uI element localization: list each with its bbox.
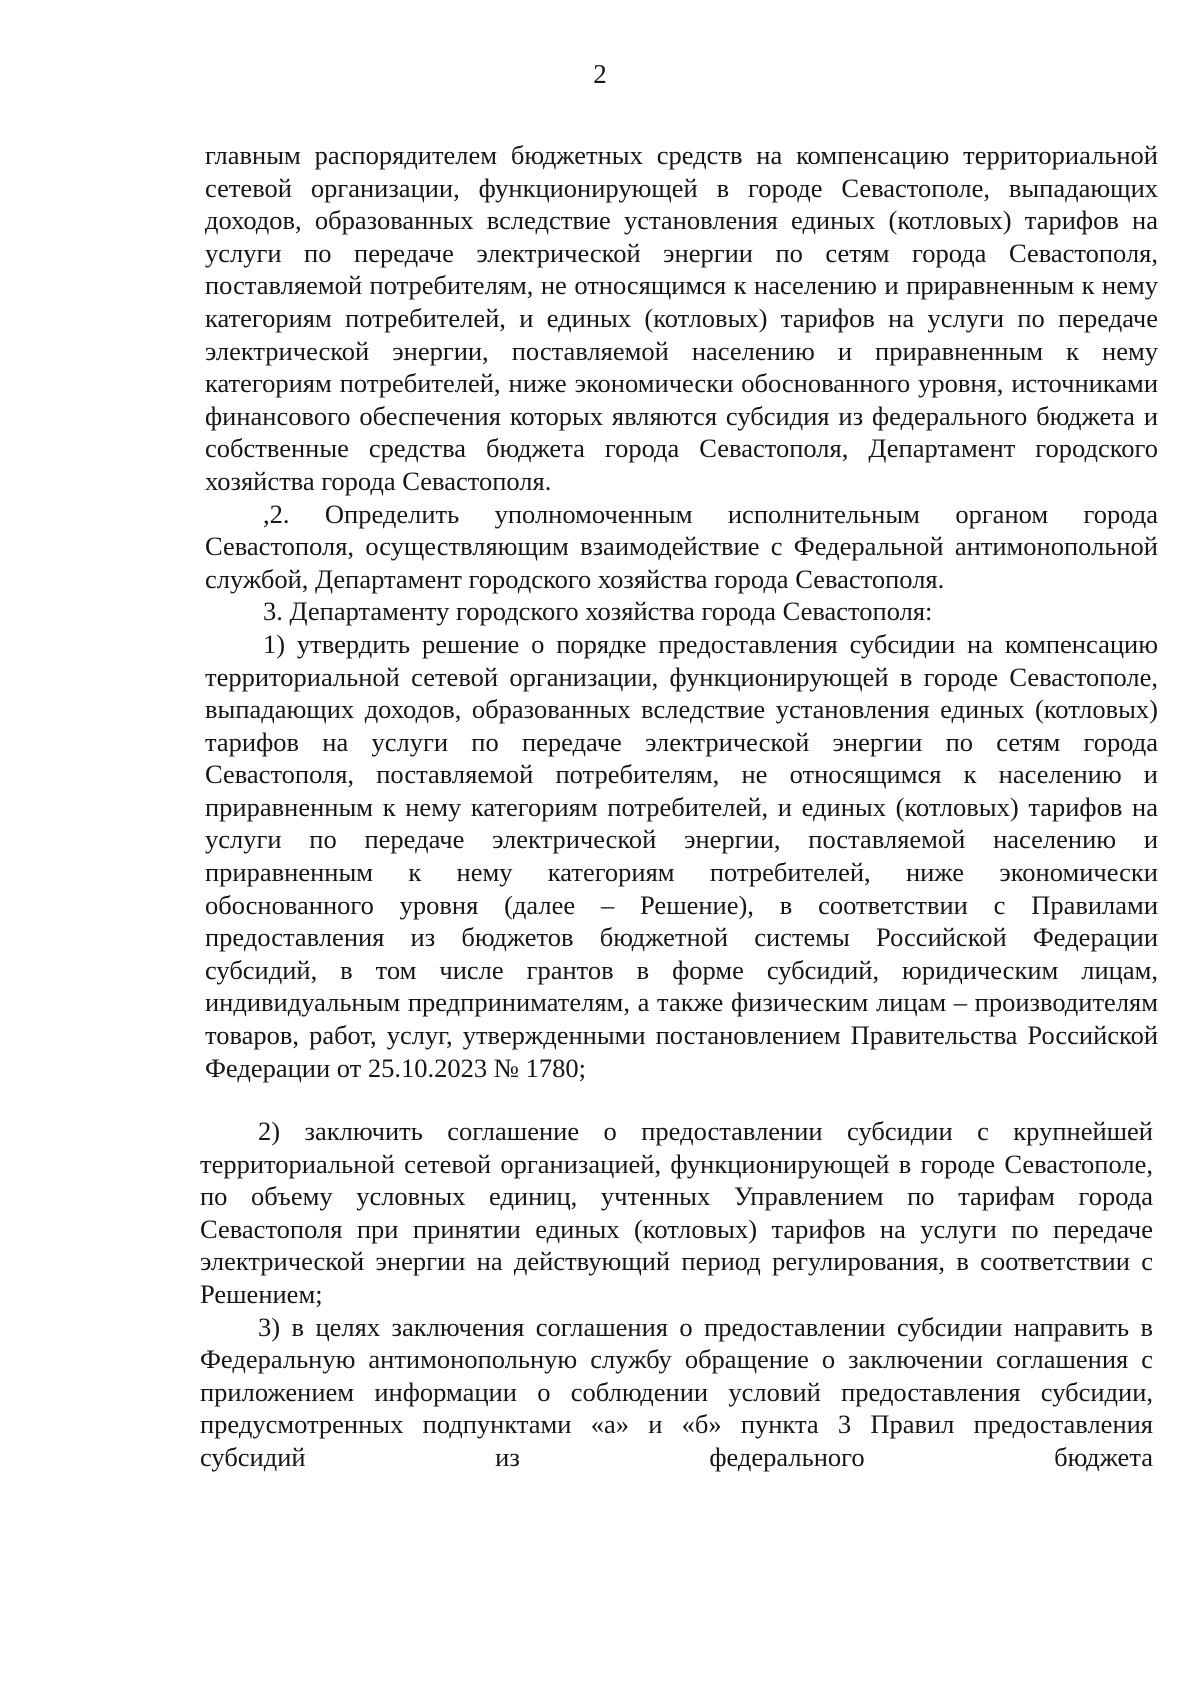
paragraph-3-item-1: 1) утвердить решение о порядке предоставления субсидии на компенсацию территориальной сетевой организации, функционирующей в городе Севастополе, выпадающих доходов, образованных вследствие установления единых (котловых) тарифов на услуги по передаче электрической энергии по сетям города Севастополя, поставляемой потребителям, не относящимся к населению и приравненным к нему категориям потребителей, и единых (котловых) тарифов на услуги по передаче электрической энергии, поставляемой населению и приравненным к нему категориям потребителей, ниже экономически обоснованного уровня (далее – Решение), в соответствии с Правилами предоставления из бюджетов бюджетной системы Российской Федерации субсидий, в том числе грантов в форме субсидий, юридическим лицам, индивидуальным предпринимателям, а также физическим лицам – производителям товаров, работ, услуг, утвержденными постановлением Правительства Российской Федерации от 25.10.2023 № 1780; [205, 628, 1158, 1083]
paragraph-3-department-tasks: 3. Департаменту городского хозяйства города Севастополя: [263, 596, 933, 627]
paragraph-3-item-2: 2) заключить соглашение о предоставлении субсидии с крупнейшей территориальной сетевой организацией, функционирующей в городе Севастополе, по объему условных единиц, учтенных Управлением по тарифам города Севастополя при принятии единых (котловых) тарифов на услуги по передаче электрической энергии на действующий период регулирования, в соответствии с Решением; [200, 1116, 1153, 1309]
paragraph-2-authorized-body: ,2. Определить уполномоченным исполнительным органом города Севастополя, осуществляющим взаимодействие с Федеральной антимонопольной службой, Департамент городского хозяйства города Севастополя. [205, 498, 1158, 594]
paragraph-3-item-3: 3) в целях заключения соглашения о предоставлении субсидии направить в Федеральную антимонопольную службу обращение о заключении соглашения с приложением информации о соблюдении условий предоставления субсидии, предусмотренных подпунктами «а» и «б» пункта 3 Правил предоставления субсидий из федерального бюджета [200, 1311, 1153, 1472]
document-body-bottom [200, 1115, 1153, 1474]
paragraph-1-continuation: главным распорядителем бюджетных средств на компенсацию территориальной сетевой организации, функционирующей в городе Севастополе, выпадающих доходов, образованных вследствие установления единых (котловых) тарифов на услуги по передаче электрической энергии по сетям города Севастополя, поставляемой потребителям, не относящимся к населению и приравненным к нему категориям потребителей, и единых (котловых) тарифов на услуги по передаче электрической энергии, поставляемой населению и приравненным к нему категориям потребителей, ниже экономически обоснованного уровня, источниками финансового обеспечения которых являются субсидия из федерального бюджета и собственные средства бюджета города Севастополя, Департамент городского хозяйства города Севастополя. [205, 140, 1158, 496]
document-body-top [205, 139, 1158, 1084]
page-number: 2 [593, 59, 607, 89]
